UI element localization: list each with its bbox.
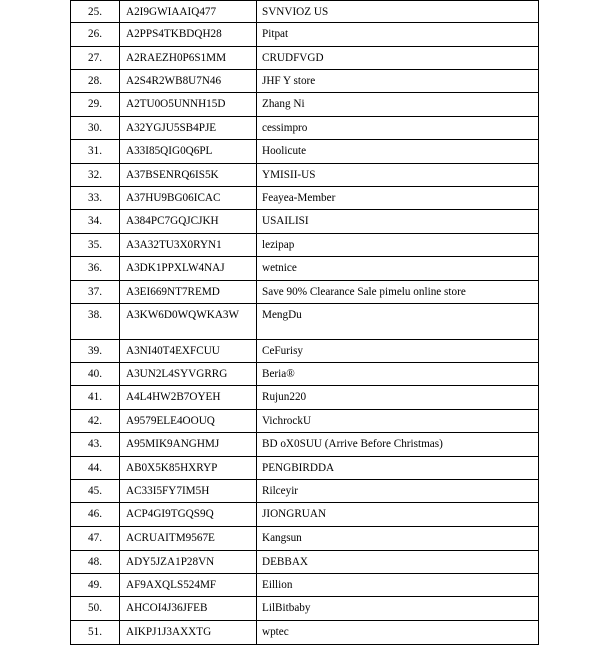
seller-id-cell [120,527,257,551]
seller-name-cell [257,363,539,386]
row-number: 43. [88,438,102,450]
seller-name-cell [257,140,539,164]
seller-name-cell [257,281,539,304]
seller-id: A32YGJU5SB4PJE [126,122,217,134]
seller-id-cell [120,140,257,164]
seller-id-cell [120,574,257,597]
seller-name: LilBitbaby [262,602,311,614]
row-number-cell [71,386,120,410]
row-number-cell [71,281,120,304]
table-row [71,281,539,304]
seller-name-cell [257,621,539,645]
seller-name: Feayea-Member [262,192,336,204]
seller-name-cell [257,410,539,433]
row-number-cell [71,304,120,340]
row-number: 33. [88,192,102,204]
row-number: 42. [88,415,102,427]
seller-name: Rujun220 [262,391,307,403]
seller-name: CeFurisy [262,345,304,357]
seller-name-cell [257,234,539,257]
seller-name-cell [257,480,539,503]
seller-id-cell [120,457,257,480]
seller-name-cell [257,1,539,23]
seller-id-cell [120,503,257,527]
table-row [71,340,539,363]
seller-name-cell [257,70,539,93]
row-number: 46. [88,508,102,520]
seller-id: A2S4R2WB8U7N46 [126,75,222,87]
row-number: 44. [88,462,102,474]
row-number-cell [71,597,120,621]
seller-name: MengDu [262,309,302,321]
row-number: 48. [88,556,102,568]
seller-id-cell [120,47,257,70]
seller-name: wetnice [262,262,297,274]
seller-id: A384PC7GQJCJKH [126,215,219,227]
seller-id-cell [120,257,257,281]
seller-id-cell [120,480,257,503]
seller-table [70,0,539,645]
seller-id: ACP4GI9TGQS9Q [126,508,214,520]
seller-name: JIONGRUAN [262,508,327,520]
seller-id-cell [120,433,257,457]
seller-id: A4L4HW2B7OYEH [126,391,221,403]
seller-name: YMISII-US [262,169,316,181]
row-number: 26. [88,28,102,40]
table-row [71,551,539,574]
seller-name-cell [257,164,539,187]
seller-id: ACRUAITM9567E [126,532,215,544]
row-number-cell [71,93,120,117]
table-row [71,621,539,645]
seller-name: Pitpat [262,28,289,40]
row-number-cell [71,210,120,234]
seller-id-cell [120,363,257,386]
row-number: 28. [88,75,102,87]
seller-id-cell [120,187,257,210]
seller-name-cell [257,503,539,527]
table-row [71,363,539,386]
seller-name-cell [257,93,539,117]
seller-id: A2I9GWIAAIQ477 [126,6,217,18]
seller-name-cell [257,210,539,234]
seller-id-cell [120,234,257,257]
seller-name: cessimpro [262,122,308,134]
row-number-cell [71,503,120,527]
table-row [71,457,539,480]
row-number: 29. [88,98,102,110]
seller-id: A3UN2L4SYVGRRG [126,368,228,380]
seller-name: wptec [262,626,289,638]
row-number: 50. [88,602,102,614]
seller-id-cell [120,340,257,363]
table-row [71,164,539,187]
seller-id: A3NI40T4EXFCUU [126,345,220,357]
row-number-cell [71,234,120,257]
seller-name-cell [257,340,539,363]
row-number-cell [71,187,120,210]
row-number: 25. [88,6,102,18]
table-row [71,23,539,47]
seller-name: BD oX0SUU (Arrive Before Christmas) [262,438,443,450]
row-number-cell [71,70,120,93]
seller-name: PENGBIRDDA [262,462,335,474]
seller-name: lezipap [262,239,295,251]
seller-id: A3EI669NT7REMD [126,286,220,298]
table-row [71,527,539,551]
table-row [71,117,539,140]
seller-id-cell [120,23,257,47]
seller-id: A3A32TU3X0RYN1 [126,239,222,251]
row-number: 49. [88,579,102,591]
seller-name-cell [257,47,539,70]
seller-id-cell [120,281,257,304]
seller-id-cell [120,70,257,93]
row-number-cell [71,23,120,47]
seller-name: DEBBAX [262,556,308,568]
row-number-cell [71,621,120,645]
seller-id: AIKPJ1J3AXXTG [126,626,212,638]
seller-id-cell [120,164,257,187]
row-number: 41. [88,391,102,403]
seller-id: A2TU0O5UNNH15D [126,98,226,110]
row-number: 35. [88,239,102,251]
seller-name: Beria® [262,368,295,380]
row-number: 39. [88,345,102,357]
seller-name: JHF Y store [262,75,316,87]
seller-id: AB0X5K85HXRYP [126,462,218,474]
row-number-cell [71,480,120,503]
row-number: 38. [88,309,102,321]
seller-name: Zhang Ni [262,98,305,110]
seller-name: Rilceyir [262,485,299,497]
seller-name-cell [257,304,539,340]
seller-id-cell [120,410,257,433]
row-number-cell [71,527,120,551]
table-row [71,574,539,597]
seller-id: A2PPS4TKBDQH28 [126,28,222,40]
seller-name-cell [257,117,539,140]
seller-id: A33I85QIG0Q6PL [126,145,213,157]
seller-id: A2RAEZH0P6S1MM [126,52,227,64]
seller-name-cell [257,457,539,480]
row-number-cell [71,47,120,70]
table-row [71,257,539,281]
seller-name-cell [257,551,539,574]
row-number-cell [71,1,120,23]
seller-id-cell [120,93,257,117]
row-number-cell [71,457,120,480]
seller-name: Kangsun [262,532,302,544]
table-body [71,1,539,645]
row-number: 32. [88,169,102,181]
seller-id-cell [120,386,257,410]
seller-id-cell [120,621,257,645]
row-number: 40. [88,368,102,380]
row-number-cell [71,551,120,574]
seller-id-cell [120,551,257,574]
table-row [71,304,539,340]
seller-id: A37BSENRQ6IS5K [126,169,219,181]
seller-name-cell [257,23,539,47]
row-number: 30. [88,122,102,134]
seller-name: Save 90% Clearance Sale pimelu online store [262,286,466,298]
seller-id: ADY5JZA1P28VN [126,556,215,568]
seller-id: AF9AXQLS524MF [126,579,217,591]
seller-id: A95MIK9ANGHMJ [126,438,220,450]
row-number-cell [71,574,120,597]
seller-name-cell [257,527,539,551]
seller-name: Eillion [262,579,293,591]
row-number: 45. [88,485,102,497]
seller-name-cell [257,597,539,621]
table-row [71,503,539,527]
row-number: 36. [88,262,102,274]
seller-name: CRUDFVGD [262,52,324,64]
table-row [71,140,539,164]
row-number-cell [71,363,120,386]
seller-id-cell [120,304,257,340]
table-row [71,187,539,210]
table-row [71,234,539,257]
seller-name: VichrockU [262,415,312,427]
row-number-cell [71,164,120,187]
row-number: 27. [88,52,102,64]
seller-id: AHCOI4J36JFEB [126,602,208,614]
seller-id: A9579ELE4OOUQ [126,415,215,427]
row-number-cell [71,433,120,457]
seller-id: AC33I5FY7IM5H [126,485,210,497]
seller-name-cell [257,187,539,210]
table-row [71,1,539,23]
seller-name-cell [257,386,539,410]
row-number-cell [71,340,120,363]
seller-name: SVNVIOZ US [262,6,329,18]
row-number-cell [71,257,120,281]
row-number: 37. [88,286,102,298]
seller-id-cell [120,597,257,621]
table-row [71,93,539,117]
table-row [71,410,539,433]
row-number-cell [71,410,120,433]
seller-id: A37HU9BG06ICAC [126,192,221,204]
table-row [71,597,539,621]
row-number: 51. [88,626,102,638]
seller-id: A3DK1PPXLW4NAJ [126,262,225,274]
seller-name-cell [257,574,539,597]
seller-id: A3KW6D0WQWKA3W [126,309,240,321]
table-row [71,70,539,93]
seller-name-cell [257,433,539,457]
row-number: 31. [88,145,102,157]
seller-name-cell [257,257,539,281]
seller-id-cell [120,210,257,234]
row-number: 34. [88,215,102,227]
seller-id-cell [120,117,257,140]
table-row [71,480,539,503]
table-row [71,47,539,70]
seller-id-cell [120,1,257,23]
seller-name: Hoolicute [262,145,307,157]
seller-name: USAILISI [262,215,309,227]
table-row [71,433,539,457]
table-row [71,210,539,234]
row-number-cell [71,117,120,140]
row-number-cell [71,140,120,164]
table-row [71,386,539,410]
row-number: 47. [88,532,102,544]
